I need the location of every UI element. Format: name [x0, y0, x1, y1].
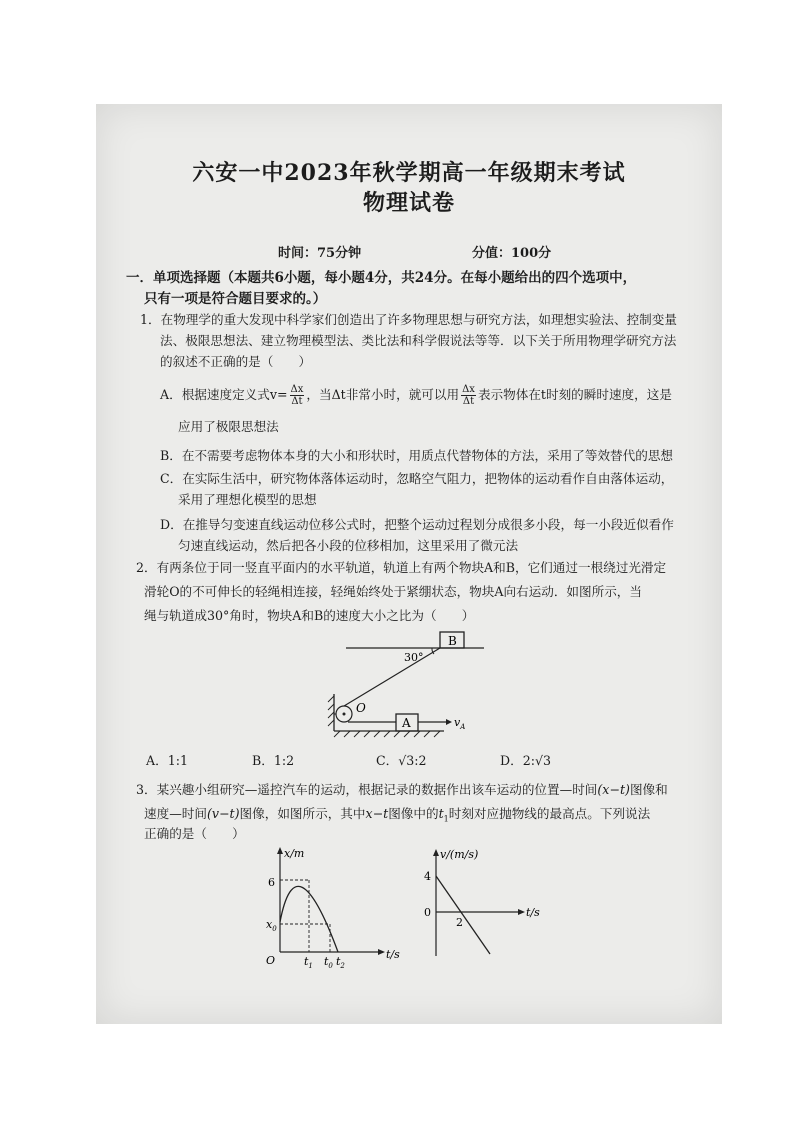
exam-subtitle: 物理试卷 — [362, 190, 455, 216]
vt-y0: 0 — [424, 906, 431, 919]
q3-line2-t1-sub: 1 — [443, 814, 449, 824]
vt-y4: 4 — [424, 870, 431, 883]
q1-option-c-line2: 采用了理想化模型的思想 — [178, 492, 317, 507]
velocity-label — [454, 716, 465, 731]
q2-option-d: D．2:√3 — [500, 753, 551, 768]
q1-option-b: B．在不需要考虑物体本身的大小和形状时，用质点代替物体的方法，采用了等效替代的思想 — [160, 448, 674, 463]
velocity-fraction-2 — [461, 384, 476, 407]
q3-line2-mid: 图像，如图所示，其中 — [239, 806, 366, 821]
vt-graph — [420, 844, 560, 964]
q1-option-c-line1: C．在实际生活中，研究物体落体运动时，忽略空气阻力，把物体的运动看作自由落体运动， — [160, 471, 674, 486]
angle-label: 30° — [404, 651, 424, 664]
rope-diagonal — [344, 648, 440, 706]
q2-stem-line1: 2．有两条位于同一竖直平面内的水平轨道，轨道上有两个物块A和B，它们通过一根绕过光滑定 — [136, 560, 667, 575]
xt-xlabel: t/s — [386, 948, 400, 961]
block-b-label: B — [448, 634, 457, 648]
xt-t1: t — [304, 955, 309, 968]
q3-stem-line3: 正确的是（ ） — [144, 826, 245, 841]
q1-stem-line3: 的叙述不正确的是（ ） — [160, 354, 312, 369]
xt-origin: O — [266, 954, 276, 967]
q1-option-a-post: 表示物体在t时刻的瞬时速度，这是 — [477, 387, 672, 402]
section-heading: 一．单项选择题（本题共6小题，每小题4分，共24分。在每小题给出的四个选项中， — [126, 270, 637, 286]
q3-line2-mid2: 图像中的 — [388, 806, 439, 821]
xt-graph — [262, 844, 412, 970]
q2-stem-line2: 滑轮O的不可伸长的轻绳相连接，轻绳始终处于紧绷状态，物块A向右运动．如图所示，当 — [144, 584, 642, 599]
velocity-symbol: v — [454, 716, 461, 729]
xt-t0-label — [324, 955, 333, 970]
fraction-numerator-2: Δx — [462, 384, 475, 395]
vt-x2: 2 — [456, 916, 463, 929]
vt-ylabel: v/(m/s) — [440, 848, 479, 861]
q1-stem-line1: 1．在物理学的重大发现中科学家们创造出了许多物理思想与研究方法，如理想实验法、控制变量 — [140, 312, 677, 327]
fraction-denominator-2: Δt — [462, 396, 475, 407]
exam-paper-photo — [96, 104, 722, 1024]
q3-line1-paren: (x−t) — [597, 782, 630, 797]
xt-x0-sub: 0 — [272, 925, 277, 933]
q1-stem-line2: 法、极限思想法、建立物理模型法、类比法和科学假说法等等．以下关于所用物理学研究方法 — [160, 333, 677, 348]
xt-t2-label — [336, 955, 345, 970]
xt-x0-label — [266, 918, 277, 933]
q3-line2-post: 时刻对应抛物线的最高点。下列说法 — [448, 806, 651, 821]
exam-title: 六安一中2023年秋学期高一年级期末考试 — [192, 160, 626, 186]
q3-line1-pre: 3．某兴趣小组研究—遥控汽车的运动，根据记录的数据作出该车运动的位置—时间 — [136, 782, 598, 797]
pulley-label: O — [356, 701, 366, 715]
q2-option-a: A．1:1 — [146, 753, 188, 768]
q2-option-c: C．√3:2 — [376, 753, 427, 768]
q3-stem-line1 — [136, 780, 668, 800]
q2-option-b: B．1:2 — [252, 753, 295, 768]
vt-line — [436, 876, 490, 954]
q2-stem-line3: 绳与轨道成30°角时，物块A和B的速度大小之比为（ ） — [144, 608, 475, 623]
q1-option-d-line2: 匀速直线运动，然后把各小段的位移相加，这里采用了微元法 — [178, 538, 519, 553]
xt-ylabel: x/m — [284, 847, 305, 860]
section-heading-cont: 只有一项是符合题目要求的。） — [144, 291, 327, 307]
q3-line2-pre: 速度—时间 — [144, 806, 207, 821]
velocity-subscript: A — [460, 723, 466, 731]
exam-score: 分值：100分 — [472, 246, 552, 261]
velocity-fraction — [290, 384, 305, 407]
fraction-denominator: Δt — [291, 396, 303, 407]
xt-x0: x — [266, 918, 273, 931]
pulley-diagram — [322, 624, 492, 744]
xt-t2: t — [336, 955, 341, 968]
q1-option-a — [160, 384, 672, 407]
q3-line2-xt: x−t — [365, 806, 389, 821]
exam-time: 时间：75分钟 — [278, 246, 362, 261]
q1-option-a-line2: 应用了极限思想法 — [178, 419, 279, 434]
q1-option-a-pre: A．根据速度定义式v= — [160, 387, 288, 402]
xt-y6: 6 — [268, 876, 275, 889]
q3-line2-t1: t — [438, 806, 444, 821]
xt-t0-sub: 0 — [328, 962, 333, 970]
q1-option-a-mid: ，当Δt非常小时，就可以用 — [306, 387, 460, 402]
xt-t1-sub: 1 — [308, 962, 313, 970]
vt-xlabel: t/s — [526, 906, 540, 919]
q3-line2-paren: (v−t) — [206, 806, 240, 821]
fraction-numerator: Δx — [290, 384, 304, 395]
block-a-label: A — [402, 716, 411, 730]
xt-t2-sub: 2 — [340, 962, 345, 970]
q1-option-d-line1: D．在推导匀变速直线运动位移公式时，把整个运动过程划分成很多小段，每一小段近似看作 — [160, 517, 674, 532]
xt-t1-label — [304, 955, 313, 970]
q3-line1-post: 图像和 — [629, 782, 668, 797]
xt-t0: t — [324, 955, 329, 968]
